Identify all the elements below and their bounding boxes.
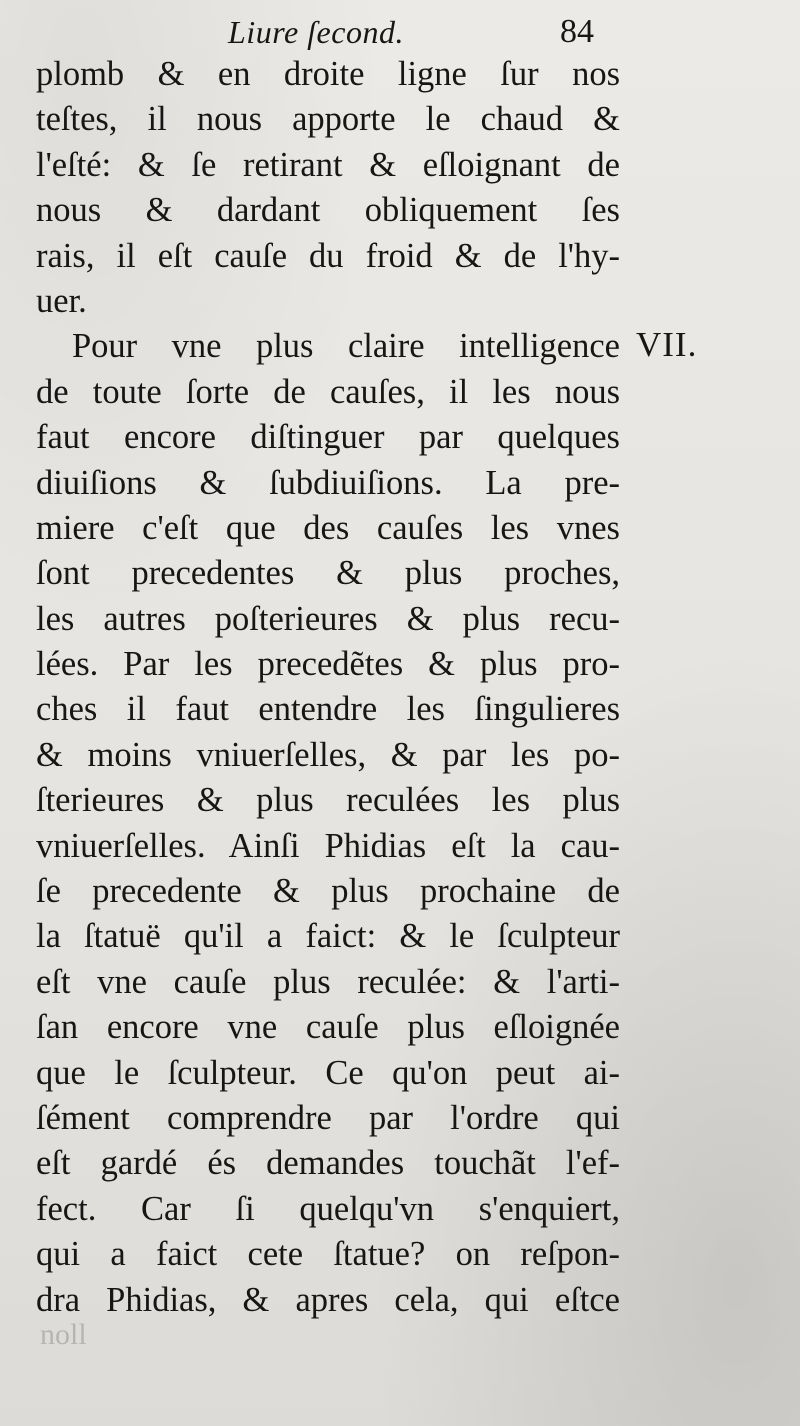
text-line: nous & dardant obliquement ſes — [36, 191, 620, 230]
text-line: qui a faict cete ſtatue? on reſpon- — [36, 1235, 620, 1274]
text-line: de toute ſorte de cauſes, il les nous — [36, 372, 620, 411]
text-line: & moins vniuerſelles, & par les po- — [36, 735, 620, 774]
margin-note: VII. — [636, 325, 698, 364]
page-number: 84 — [560, 13, 594, 50]
text-line: faut encore diſtinguer par quelques — [36, 418, 620, 457]
text-line: uer. — [36, 281, 87, 320]
text-line: lées. Par les precedẽtes & plus pro- — [36, 645, 620, 684]
bleed-through-text: noll — [40, 1318, 87, 1351]
text-line: rais, il eſt cauſe du froid & de l'hy- — [36, 236, 620, 275]
text-line: ſont precedentes & plus proches, — [36, 554, 620, 593]
text-line: ſément comprendre par l'ordre qui — [36, 1098, 620, 1137]
text-line: fect. Car ſi quelqu'vn s'enquiert, — [36, 1189, 620, 1228]
text-line: vniuerſelles. Ainſi Phidias eſt la cau- — [36, 826, 620, 865]
text-line: ſe precedente & plus prochaine de — [36, 872, 620, 911]
text-line: eſt vne cauſe plus reculée: & l'arti- — [36, 962, 620, 1001]
text-line: ſterieures & plus reculées les plus — [36, 781, 620, 820]
text-line: ches il faut entendre les ſingulieres — [36, 690, 620, 729]
text-line: ſan encore vne cauſe plus eſloignée — [36, 1008, 620, 1047]
text-line: eſt gardé és demandes touchãt l'ef- — [36, 1144, 620, 1183]
text-line: diuiſions & ſubdiuiſions. La pre- — [36, 463, 620, 502]
text-line: que le ſculpteur. Ce qu'on peut ai- — [36, 1053, 620, 1092]
body-text — [36, 52, 620, 1323]
running-title: Liure ſecond. — [228, 14, 404, 50]
text-line: miere c'eſt que des cauſes les vnes — [36, 508, 620, 547]
paragraph-first-line: Pour vne plus claire intelligence — [72, 327, 620, 366]
text-line: la ſtatuë qu'il a faict: & le ſculpteur — [36, 917, 620, 956]
text-line: teſtes, il nous apporte le chaud & — [36, 100, 620, 139]
text-line: plomb & en droite ligne ſur nos — [36, 55, 620, 93]
text-line: les autres poſterieures & plus recu- — [36, 599, 620, 638]
text-line: dra Phidias, & apres cela, qui eſtce — [36, 1280, 620, 1319]
text-line: l'eſté: & ſe retirant & eſloignant de — [36, 145, 620, 184]
